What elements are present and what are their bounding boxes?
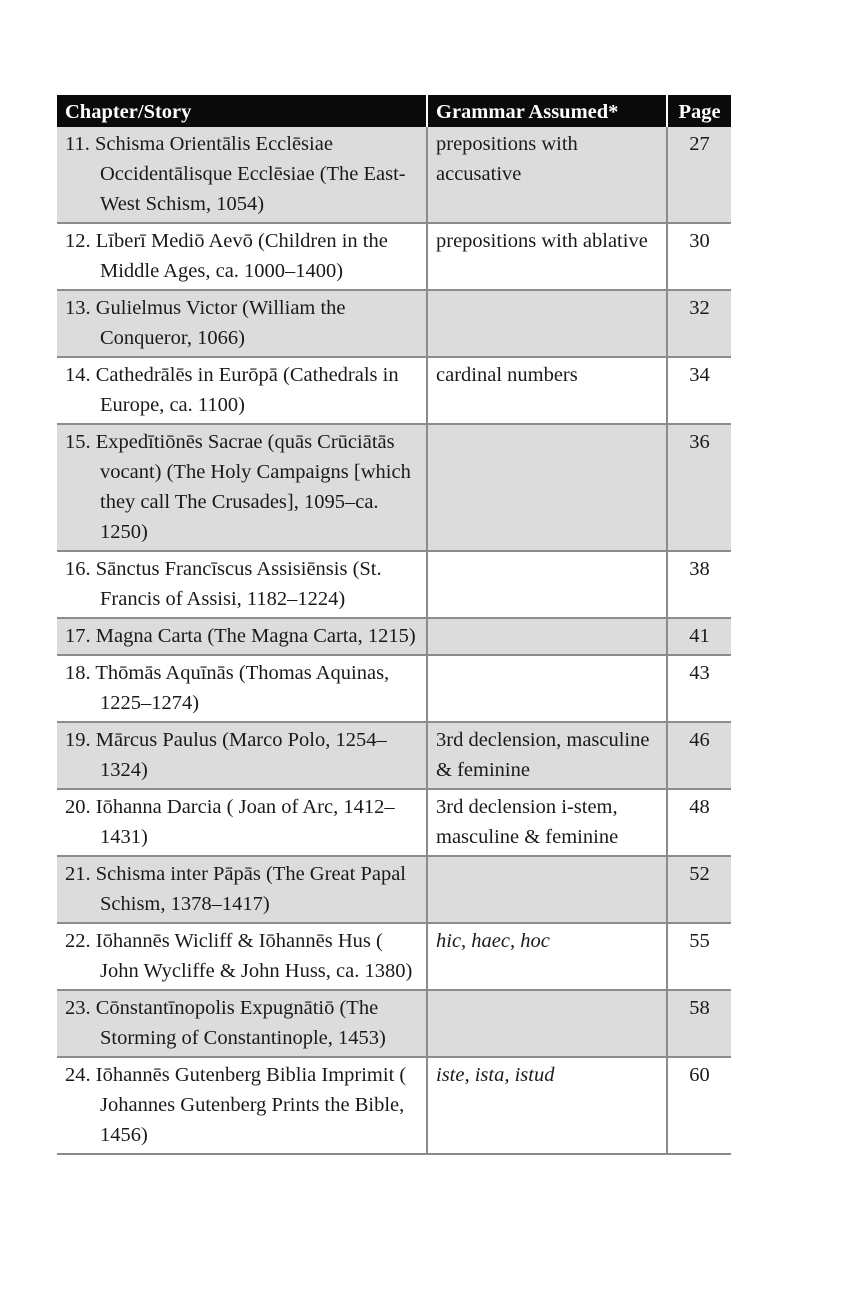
- chapter-title: 13. Gulielmus Victor (William the Conqueror, 1066): [65, 297, 346, 349]
- chapter-title: 12. Līberī Mediō Aevō (Children in the Middle Ages, ca. 1000–1400): [65, 230, 388, 282]
- table-row: [57, 722, 731, 789]
- page-number: 60: [667, 1057, 731, 1154]
- grammar-cell: [427, 655, 667, 722]
- table-row: [57, 223, 731, 290]
- contents-table: [57, 95, 731, 1155]
- header-chapter: Chapter/Story: [57, 95, 427, 127]
- grammar-cell: prepositions with ablative: [427, 223, 667, 290]
- page-number: 34: [667, 357, 731, 424]
- chapter-cell: [57, 551, 427, 618]
- chapter-title: 16. Sānctus Francīscus Assisiēnsis (St. Francis of Assisi, 1182–1224): [65, 558, 382, 610]
- chapter-cell: [57, 856, 427, 923]
- chapter-title: 17. Magna Carta (The Magna Carta, 1215): [65, 625, 416, 647]
- table-row: [57, 923, 731, 990]
- chapter-cell: [57, 424, 427, 551]
- grammar-cell: [427, 290, 667, 357]
- page-number: 48: [667, 789, 731, 856]
- chapter-cell: [57, 1057, 427, 1154]
- chapter-cell: [57, 618, 427, 655]
- page-number: 38: [667, 551, 731, 618]
- chapter-cell: [57, 223, 427, 290]
- page-number: 32: [667, 290, 731, 357]
- chapter-title: 24. Iōhannēs Gutenberg Biblia Imprimit ( Johannes Gutenberg Prints the Bible, 1456): [65, 1064, 407, 1146]
- chapter-title: 21. Schisma inter Pāpās (The Great Papal Schism, 1378–1417): [65, 863, 407, 915]
- chapter-cell: [57, 990, 427, 1057]
- chapter-title: 15. Expedītiōnēs Sacrae (quās Crūciātās vocant) (The Holy Campaigns [which they call The Crusades], 1095–ca. 1250): [65, 431, 411, 543]
- chapter-cell: [57, 290, 427, 357]
- grammar-cell: prepositions with accusative: [427, 127, 667, 223]
- table-row: [57, 655, 731, 722]
- chapter-title: 14. Cathedrālēs in Eurōpā (Cathedrals in Europe, ca. 1100): [65, 364, 399, 416]
- table-row: [57, 1057, 731, 1154]
- table-row: [57, 290, 731, 357]
- page-number: 52: [667, 856, 731, 923]
- chapter-title: 23. Cōnstantīnopolis Expugnātiō (The Storming of Constantinople, 1453): [65, 997, 386, 1049]
- page-number: 41: [667, 618, 731, 655]
- page-number: 27: [667, 127, 731, 223]
- grammar-cell: hic, haec, hoc: [427, 923, 667, 990]
- chapter-title: 22. Iōhannēs Wicliff & Iōhannēs Hus ( John Wycliffe & John Huss, ca. 1380): [65, 930, 413, 982]
- header-grammar: Grammar Assumed*: [427, 95, 667, 127]
- grammar-cell: [427, 618, 667, 655]
- table-row: [57, 424, 731, 551]
- table-row: [57, 127, 731, 223]
- grammar-cell: [427, 856, 667, 923]
- header-row: [57, 95, 731, 127]
- grammar-cell: 3rd declension i-stem, masculine & feminine: [427, 789, 667, 856]
- page-number: 58: [667, 990, 731, 1057]
- table-row: [57, 357, 731, 424]
- table-row: [57, 990, 731, 1057]
- grammar-cell: [427, 990, 667, 1057]
- chapter-title: 19. Mārcus Paulus (Marco Polo, 1254–1324): [65, 729, 387, 781]
- grammar-cell: cardinal numbers: [427, 357, 667, 424]
- header-page: Page: [667, 95, 731, 127]
- page-number: 36: [667, 424, 731, 551]
- page-number: 55: [667, 923, 731, 990]
- chapter-cell: [57, 655, 427, 722]
- page-number: 30: [667, 223, 731, 290]
- chapter-cell: [57, 357, 427, 424]
- grammar-cell: iste, ista, istud: [427, 1057, 667, 1154]
- table-row: [57, 789, 731, 856]
- chapter-cell: [57, 923, 427, 990]
- chapter-title: 11. Schisma Orientālis Ecclēsiae Occidentālisque Ecclēsiae (The East-West Schism, 1054): [65, 133, 406, 215]
- table-row: [57, 618, 731, 655]
- chapter-cell: [57, 789, 427, 856]
- page-number: 43: [667, 655, 731, 722]
- grammar-cell: 3rd declension, masculine & feminine: [427, 722, 667, 789]
- chapter-cell: [57, 722, 427, 789]
- chapter-title: 18. Thōmās Aquīnās (Thomas Aquinas, 1225–1274): [65, 662, 390, 714]
- page-number: 46: [667, 722, 731, 789]
- table-row: [57, 856, 731, 923]
- chapter-cell: [57, 127, 427, 223]
- grammar-cell: [427, 551, 667, 618]
- table-row: [57, 551, 731, 618]
- chapter-title: 20. Iōhanna Darcia ( Joan of Arc, 1412–1431): [65, 796, 395, 848]
- grammar-cell: [427, 424, 667, 551]
